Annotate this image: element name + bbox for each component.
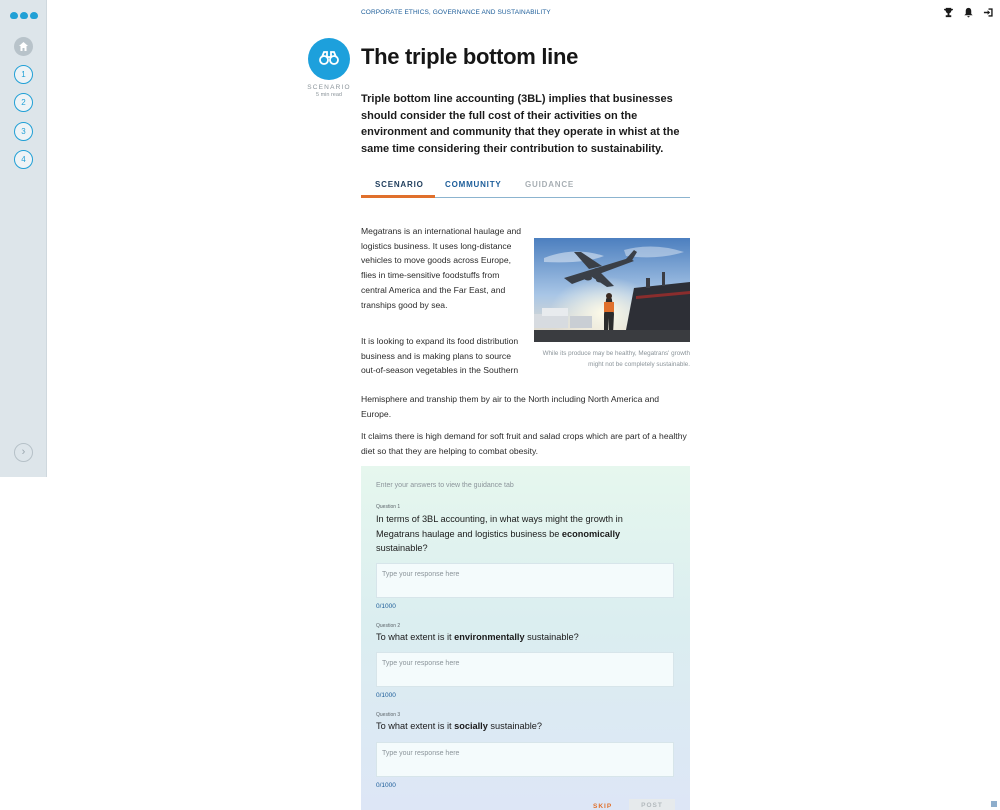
question-hint: Enter your answers to view the guidance tab xyxy=(376,482,514,489)
read-time: 5 min read xyxy=(316,92,342,98)
question-1-text: In terms of 3BL accounting, in what ways might the growth in Megatrans haulage and logistics business be economically sustainable? xyxy=(376,514,623,553)
header-icons xyxy=(943,7,994,18)
sidebar-step-3[interactable]: 3 xyxy=(14,122,33,141)
question-3-char-count: 0/1000 xyxy=(376,782,396,789)
question-2-text: To what extent is it environmentally sustainable? xyxy=(376,632,579,642)
badge-label: SCENARIO xyxy=(307,84,351,91)
breadcrumb[interactable]: CORPORATE ETHICS, GOVERNANCE AND SUSTAINABILITY xyxy=(361,9,551,16)
tab-bar xyxy=(361,175,690,198)
scroll-indicator-icon[interactable] xyxy=(990,800,998,808)
sidebar-step-1[interactable]: 1 xyxy=(14,65,33,84)
bell-icon[interactable] xyxy=(963,7,974,18)
question-3-number: Question 3 xyxy=(376,712,401,718)
scenario-paragraph-2: It is looking to expand its food distribution business and is making plans to source out-of-season vegetables in the Southern xyxy=(361,336,519,376)
trophy-icon[interactable] xyxy=(943,7,954,18)
page-title: The triple bottom line xyxy=(361,44,579,69)
scenario-image xyxy=(534,238,690,342)
home-icon[interactable] xyxy=(14,37,33,56)
question-3-text: To what extent is it socially sustainable? xyxy=(376,721,543,731)
question-2-response-input[interactable]: Type your response here xyxy=(376,652,674,687)
skip-button[interactable]: SKIP xyxy=(593,803,613,810)
scenario-paragraph-3: It claims there is high demand for soft fruit and salad crops which are part of a healthy diet so that they are helping to combat obesity. xyxy=(361,431,687,456)
question-panel xyxy=(361,466,690,810)
active-tab-indicator xyxy=(361,195,435,198)
chevron-right-icon[interactable]: › xyxy=(14,443,33,462)
post-button[interactable]: POST xyxy=(629,799,675,810)
question-2-number: Question 2 xyxy=(376,623,401,629)
brand-logo-icon[interactable] xyxy=(10,12,38,19)
scenario-paragraph-2-continued: Hemisphere and tranship them by air to the North including North America and Europe. xyxy=(361,394,660,419)
image-caption: While its produce may be healthy, Megatrans' growth might not be completely sustainable. xyxy=(542,350,690,368)
intro-text: Triple bottom line accounting (3BL) implies that businesses should consider the full cost of their activities on the environment and community that they operate in whist at the same time considering their contribution to sustainability. xyxy=(361,93,680,155)
tab-scenario[interactable]: SCENARIO xyxy=(375,180,424,189)
sidebar xyxy=(0,0,47,477)
tab-community[interactable]: COMMUNITY xyxy=(445,180,502,189)
question-1-char-count: 0/1000 xyxy=(376,603,396,610)
binoculars-icon xyxy=(308,38,350,80)
question-2-char-count: 0/1000 xyxy=(376,692,396,699)
sidebar-step-2[interactable]: 2 xyxy=(14,93,33,112)
tab-guidance[interactable]: GUIDANCE xyxy=(525,180,575,189)
question-3-response-input[interactable]: Type your response here xyxy=(376,742,674,777)
scenario-paragraph-1: Megatrans is an international haulage and logistics business. It uses long-distance vehicles to move goods across Europe, flies in time-sensitive foodstuffs from central America and the Far East, and tranships good by sea. xyxy=(361,226,522,310)
question-1-response-input[interactable]: Type your response here xyxy=(376,563,674,598)
question-1-number: Question 1 xyxy=(376,504,401,510)
sidebar-step-4[interactable]: 4 xyxy=(14,150,33,169)
exit-icon[interactable] xyxy=(983,7,994,18)
